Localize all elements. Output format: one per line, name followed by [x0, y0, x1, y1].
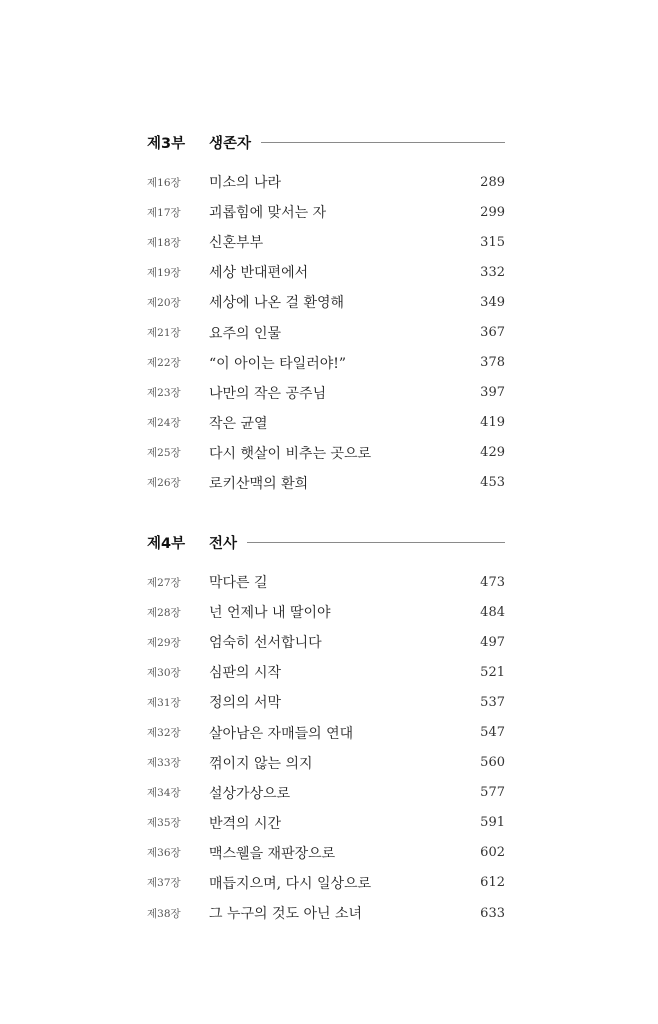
chapter-title: 꺾이지 않는 의지	[209, 755, 313, 772]
chapter-list	[147, 167, 505, 498]
chapter-row[interactable]	[147, 567, 505, 597]
chapter-title: 괴롭힘에 맞서는 자	[209, 205, 327, 222]
chapter-page: 367	[480, 325, 505, 341]
chapter-page: 289	[480, 174, 505, 190]
chapter-label: 제22장	[147, 357, 181, 370]
part-number: 제4부	[147, 535, 186, 552]
chapter-page: 397	[480, 385, 505, 401]
chapter-label: 제34장	[147, 787, 181, 800]
chapter-label: 제28장	[147, 606, 181, 619]
part-4-section	[147, 531, 505, 928]
chapter-page: 612	[480, 875, 505, 891]
chapter-label: 제31장	[147, 696, 181, 709]
chapter-row[interactable]	[147, 717, 505, 747]
chapter-label: 제35장	[147, 817, 181, 830]
chapter-label: 제27장	[147, 576, 181, 589]
chapter-row[interactable]	[147, 287, 505, 317]
chapter-title: 심판의 시작	[209, 665, 282, 682]
chapter-title: 로키산맥의 환희	[209, 475, 309, 492]
chapter-row[interactable]	[147, 197, 505, 227]
part-divider-rule	[261, 142, 505, 143]
chapter-row[interactable]	[147, 748, 505, 778]
chapter-row[interactable]	[147, 227, 505, 257]
chapter-label: 제30장	[147, 666, 181, 679]
chapter-row[interactable]	[147, 627, 505, 657]
chapter-title: 반격의 시간	[209, 815, 282, 832]
chapter-page: 429	[480, 445, 505, 461]
chapter-label: 제18장	[147, 236, 181, 249]
chapter-title: 맥스웰을 재판장으로	[209, 845, 336, 862]
chapter-page: 521	[480, 664, 505, 680]
chapter-page: 473	[480, 574, 505, 590]
chapter-title: 다시 햇살이 비추는 곳으로	[209, 445, 372, 462]
chapter-row[interactable]	[147, 378, 505, 408]
chapter-title: 엄숙히 선서합니다	[209, 635, 322, 652]
chapter-row[interactable]	[147, 657, 505, 687]
part-header	[147, 131, 505, 153]
chapter-page: 547	[480, 725, 505, 741]
chapter-page: 484	[480, 604, 505, 620]
chapter-title: 나만의 작은 공주님	[209, 385, 327, 402]
chapter-title: “이 아이는 타일러야!”	[209, 355, 347, 372]
chapter-page: 560	[480, 755, 505, 771]
chapter-label: 제33장	[147, 757, 181, 770]
chapter-row[interactable]	[147, 167, 505, 197]
chapter-label: 제29장	[147, 636, 181, 649]
chapter-label: 제21장	[147, 327, 181, 340]
chapter-title: 작은 균열	[209, 415, 268, 432]
chapter-row[interactable]	[147, 898, 505, 928]
chapter-title: 세상에 나온 걸 환영해	[209, 295, 345, 312]
chapter-title: 미소의 나라	[209, 175, 282, 192]
chapter-title: 막다른 길	[209, 575, 268, 592]
chapter-label: 제37장	[147, 877, 181, 890]
chapter-label: 제36장	[147, 847, 181, 860]
chapter-label: 제32장	[147, 727, 181, 740]
chapter-title: 넌 언제나 내 딸이야	[209, 605, 331, 622]
chapter-label: 제25장	[147, 447, 181, 460]
chapter-row[interactable]	[147, 317, 505, 347]
chapter-page: 577	[480, 785, 505, 801]
part-number: 제3부	[147, 135, 186, 152]
chapter-row[interactable]	[147, 838, 505, 868]
chapter-row[interactable]	[147, 868, 505, 898]
chapter-row[interactable]	[147, 257, 505, 287]
chapter-row[interactable]	[147, 438, 505, 468]
chapter-page: 633	[480, 905, 505, 921]
chapter-list	[147, 567, 505, 928]
chapter-row[interactable]	[147, 348, 505, 378]
chapter-label: 제17장	[147, 206, 181, 219]
chapter-label: 제23장	[147, 387, 181, 400]
chapter-title: 설상가상으로	[209, 785, 291, 802]
chapter-page: 497	[480, 634, 505, 650]
chapter-title: 신혼부부	[209, 235, 264, 252]
chapter-title: 그 누구의 것도 아닌 소녀	[209, 906, 363, 923]
chapter-row[interactable]	[147, 778, 505, 808]
chapter-page: 349	[480, 294, 505, 310]
chapter-title: 정의의 서막	[209, 695, 282, 712]
chapter-page: 602	[480, 845, 505, 861]
chapter-title: 요주의 인물	[209, 325, 282, 342]
chapter-title: 살아남은 자매들의 연대	[209, 725, 354, 742]
part-3-section	[147, 131, 505, 498]
chapter-row[interactable]	[147, 687, 505, 717]
chapter-title: 세상 반대편에서	[209, 265, 309, 282]
chapter-page: 299	[480, 204, 505, 220]
chapter-label: 제26장	[147, 477, 181, 490]
chapter-row[interactable]	[147, 408, 505, 438]
chapter-page: 591	[480, 815, 505, 831]
chapter-page: 378	[480, 355, 505, 371]
chapter-page: 315	[480, 234, 505, 250]
chapter-label: 제19장	[147, 266, 181, 279]
part-title: 생존자	[209, 135, 252, 152]
chapter-row[interactable]	[147, 468, 505, 498]
chapter-label: 제20장	[147, 296, 181, 309]
chapter-label: 제38장	[147, 907, 181, 920]
chapter-row[interactable]	[147, 808, 505, 838]
part-title: 전사	[209, 535, 238, 552]
chapter-label: 제24장	[147, 417, 181, 430]
chapter-page: 332	[480, 264, 505, 280]
part-divider-rule	[247, 542, 505, 543]
chapter-row[interactable]	[147, 597, 505, 627]
part-header	[147, 531, 505, 553]
chapter-label: 제16장	[147, 176, 181, 189]
chapter-page: 537	[480, 694, 505, 710]
chapter-title: 매듭지으며, 다시 일상으로	[209, 875, 372, 892]
chapter-page: 453	[480, 475, 505, 491]
chapter-page: 419	[480, 415, 505, 431]
